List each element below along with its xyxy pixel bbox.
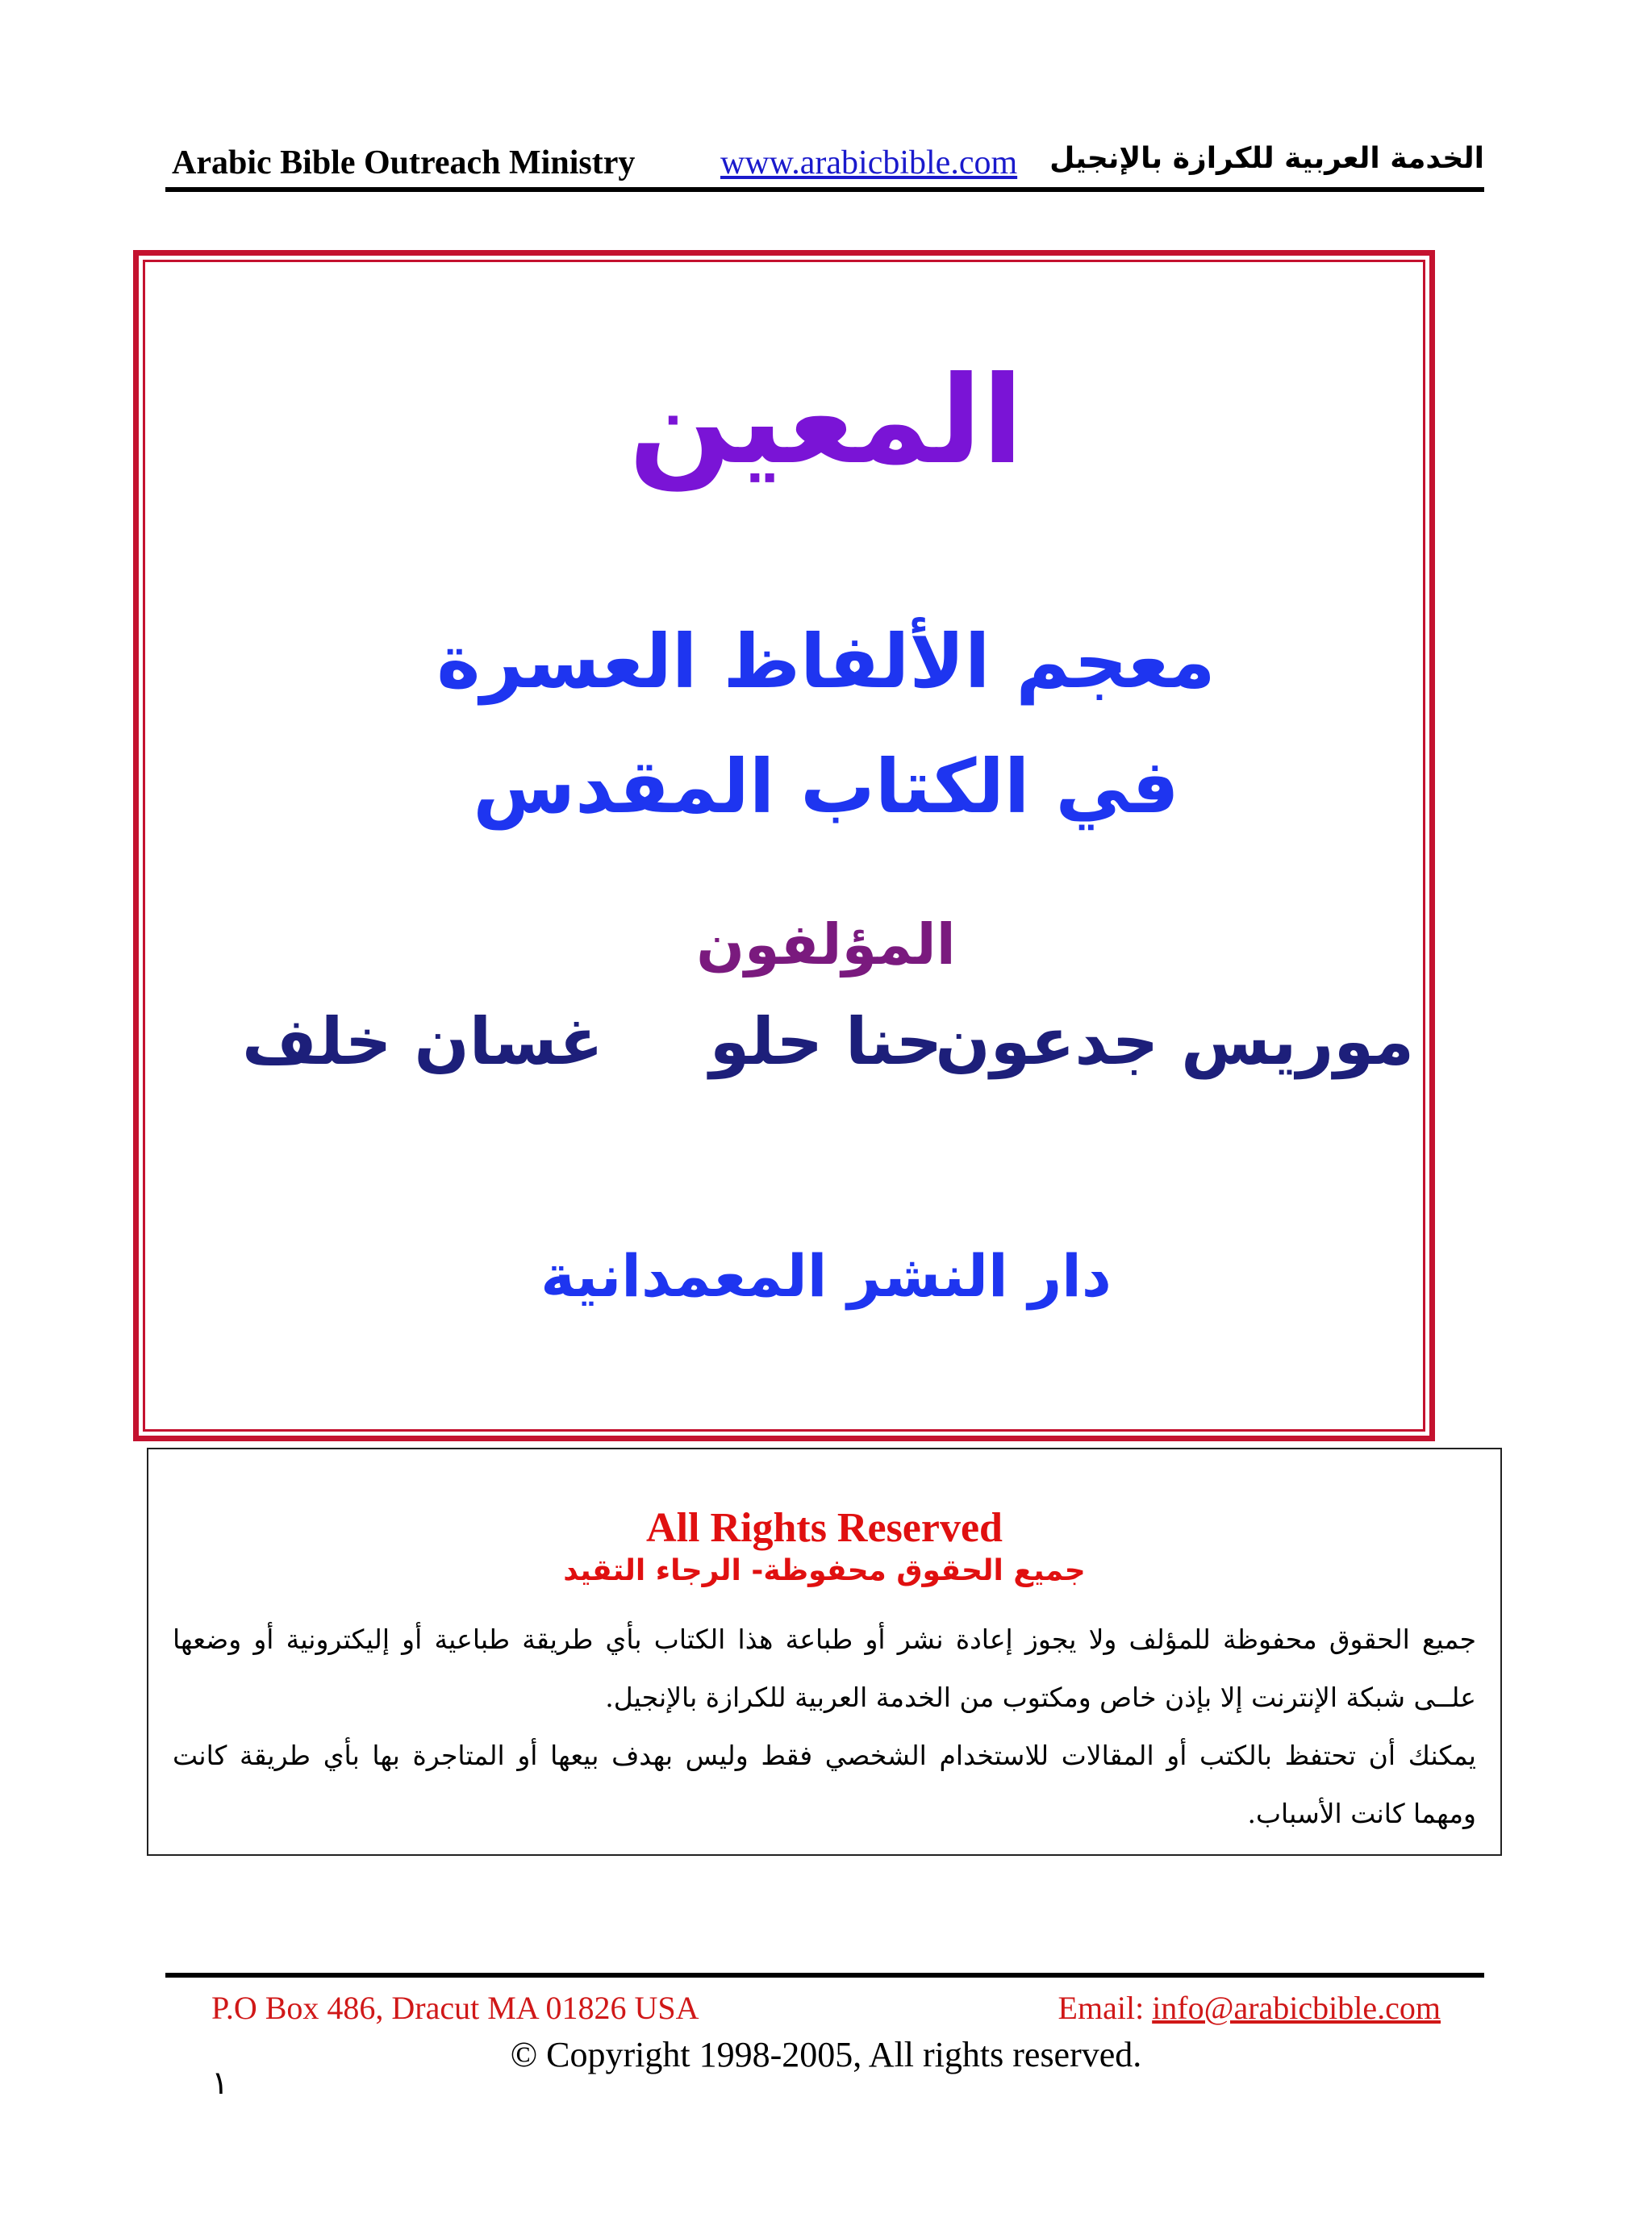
authors-heading: المؤلفون (696, 911, 956, 978)
rights-paragraph: جميع الحقوق محفوظة للمؤلف ولا يجوز إعادة نشر أو طباعة هذا الكتاب بأي طريقة طباعية أو إليكترونية أو وضعها علــى شبكة الإنترنت إلا بإذن خاص ومكتوب من الخدمة العربية للكرازة بالإنجيل. (173, 1624, 1476, 1713)
footer-email-link[interactable]: info@arabicbible.com (1152, 1990, 1441, 2026)
rights-paragraph: يمكنك أن تحتفظ بالكتب أو المقالات للاستخدام الشخصي فقط وليس بهدف بيعها أو المتاجرة بها بأي طريقة كانت ومهما كانت الأسباب. (173, 1740, 1476, 1829)
page-header (165, 135, 1484, 192)
rights-title-english: All Rights Reserved (646, 1505, 1003, 1551)
rights-body (173, 1611, 1476, 1843)
header-org-english: Arabic Bible Outreach Ministry (172, 144, 636, 181)
rights-notice-box (147, 1448, 1502, 1856)
footer-copyright: © Copyright 1998-2005, All rights reserved. (510, 2035, 1142, 2074)
header-website-link[interactable]: www.arabicbible.com (720, 144, 1018, 181)
page-number: ١ (211, 2065, 229, 2102)
book-subtitle-line1: معجم الألفاظ العسرة (436, 619, 1216, 705)
rights-title-arabic: جميع الحقوق محفوظة- الرجاء التقيد (563, 1554, 1086, 1587)
footer-divider (165, 1973, 1484, 1978)
author-name: حنا حلو (709, 1004, 943, 1079)
footer-email (1058, 1989, 1441, 2027)
header-org-arabic: الخدمة العربية للكرازة بالإنجيل (1049, 142, 1484, 175)
header-divider (165, 187, 1484, 192)
author-name: غسان خلف (242, 1004, 603, 1079)
footer-email-label: Email: (1058, 1990, 1153, 2026)
footer-address: P.O Box 486, Dracut MA 01826 USA (211, 1990, 699, 2026)
book-subtitle-line2: في الكتاب المقدس (473, 744, 1179, 830)
publisher-name: دار النشر المعمدانية (540, 1242, 1112, 1310)
author-name: موريس جدعون (935, 1004, 1414, 1079)
book-title: المعين (628, 351, 1024, 491)
